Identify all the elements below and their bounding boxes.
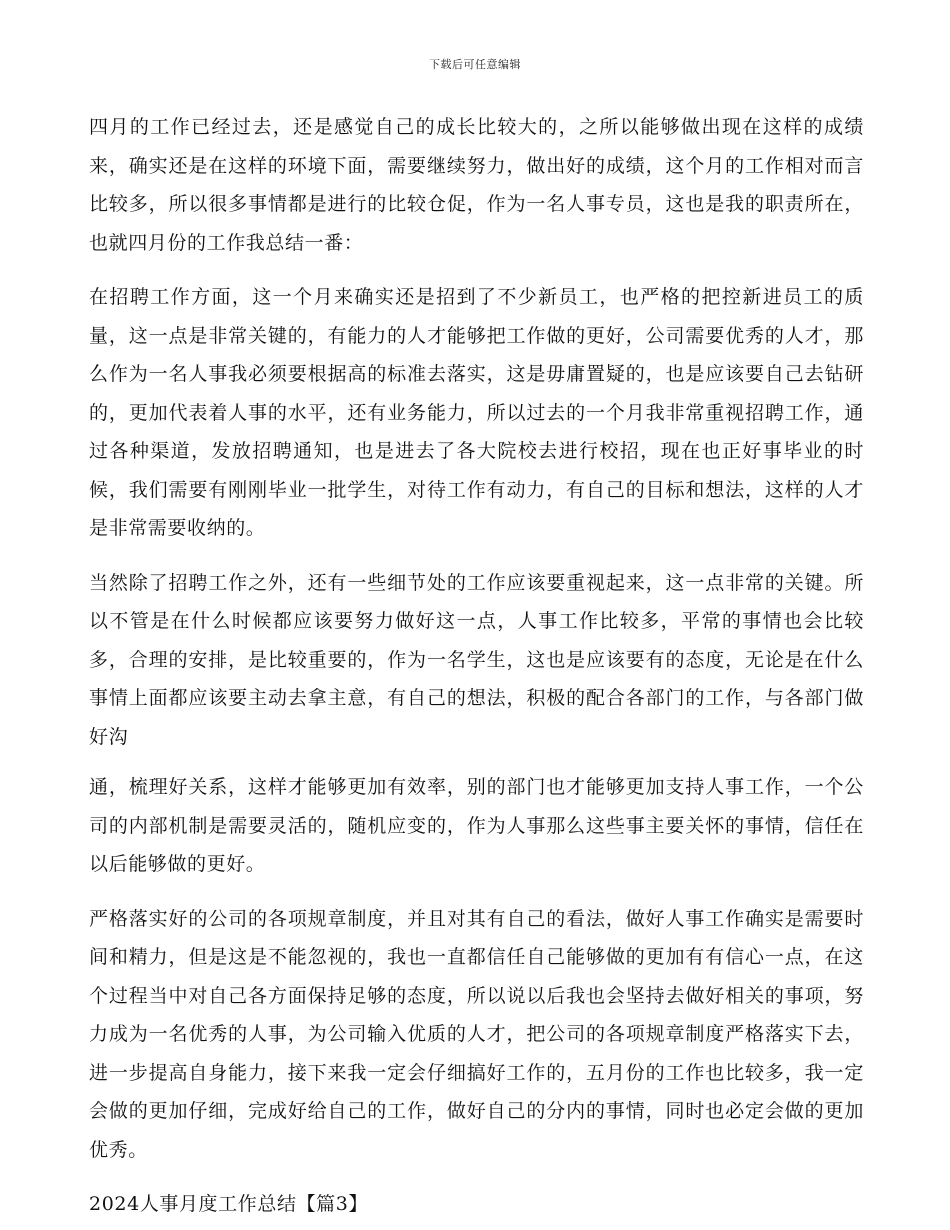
paragraph-1: 四月的工作已经过去，还是感觉自己的成长比较大的，之所以能够做出现在这样的成绩来，确实还是在这样的环境下面，需要继续努力，做出好的成绩，这个月的工作相对而言比较多，所以很多事情都是进行的比较仓促，作为一名人事专员，这也是我的职责所在，也就四月份的工作我总结一番： — [89, 116, 864, 254]
page-header: 下载后可任意编辑 — [429, 58, 521, 71]
section-title: 2024人事月度工作总结【篇3】 — [89, 1193, 369, 1215]
paragraph-2: 在招聘工作方面，这一个月来确实还是招到了不少新员工，也严格的把控新进员工的质量，这一点是非常关键的，有能力的人才能够把工作做的更好，公司需要优秀的人才，那么作为一名人事我必须要根据高的标准去落实，这是毋庸置疑的，也是应该要自己去钻研的，更加代表着人事的水平，还有业务能力，所以过去的一个月我非常重视招聘工作，通过各种渠道，发放招聘通知，也是进去了各大院校去进行校招，现在也正好事毕业的时候，我们需要有刚刚毕业一批学生，对待工作有动力，有自己的目标和想法，这样的人才是非常需要收纳的。 — [89, 286, 864, 539]
paragraph-5: 严格落实好的公司的各项规章制度，并且对其有自己的看法，做好人事工作确实是需要时间和精力，但是这是不能忽视的，我也一直都信任自己能够做的更加有有信心一点，在这个过程当中对自己各方面保持足够的态度，所以说以后我也会坚持去做好相关的事项，努力成为一名优秀的人事，为公司输入优质的人才，把公司的各项规章制度严格落实下去，进一步提高自身能力，接下来我一定会仔细搞好工作的，五月份的工作也比较多，我一定会做的更加仔细，完成好给自己的工作，做好自己的分内的事情，同时也必定会做的更加优秀。 — [89, 907, 864, 1161]
document-body — [89, 108, 864, 1224]
paragraph-3: 当然除了招聘工作之外，还有一些细节处的工作应该要重视起来，这一点非常的关键。所以不管是在什么时候都应该要努力做好这一点，人事工作比较多，平常的事情也会比较多，合理的安排，是比较重要的，作为一名学生，这也是应该要有的态度，无论是在什么事情上面都应该要主动去拿主意，有自己的想法，积极的配合各部门的工作，与各部门做好沟 — [89, 571, 864, 748]
paragraph-4: 通，梳理好关系，这样才能够更加有效率，别的部门也才能够更加支持人事工作，一个公司的内部机制是需要灵活的，随机应变的，作为人事那么这些事主要关怀的事情，信任在以后能够做的更好。 — [89, 776, 864, 875]
